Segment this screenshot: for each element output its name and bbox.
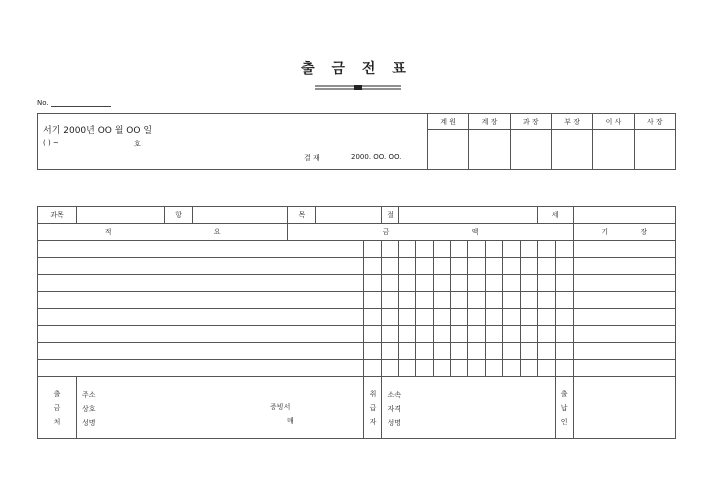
amount-digit-cell[interactable] xyxy=(382,360,399,377)
record-cell[interactable] xyxy=(573,275,675,292)
approval-date: 2000. OO. OO. xyxy=(351,153,402,161)
number-field[interactable] xyxy=(51,106,111,107)
amount-digit-cell[interactable] xyxy=(485,258,502,275)
amount-digit-cell[interactable] xyxy=(416,258,433,275)
entry-label: 목 xyxy=(288,207,316,224)
signer-2: 계 장 xyxy=(469,114,510,130)
seal-label-1: 출 xyxy=(560,389,568,398)
record-header-a: 기 xyxy=(601,228,609,236)
amount-header-a: 금 xyxy=(382,228,390,236)
description-cell[interactable] xyxy=(38,241,364,258)
amount-digit-cell[interactable] xyxy=(450,326,467,343)
amount-digit-cell[interactable] xyxy=(382,258,399,275)
description-header-b: 요 xyxy=(213,228,221,236)
handler-dept-label: 소속 xyxy=(387,391,401,399)
signer-6: 사 장 xyxy=(634,114,675,130)
record-cell[interactable] xyxy=(573,258,675,275)
handler-title-label: 자격 xyxy=(387,405,401,413)
seal-label xyxy=(555,377,573,439)
amount-digit-cell[interactable] xyxy=(450,241,467,258)
amount-digit-cell[interactable] xyxy=(450,309,467,326)
amount-header xyxy=(288,224,573,241)
table-row xyxy=(38,360,676,377)
section-label: 절 xyxy=(382,207,399,224)
sign-box-3[interactable] xyxy=(510,130,551,170)
detail-field[interactable] xyxy=(573,207,675,224)
amount-digit-cell[interactable] xyxy=(537,343,555,360)
amount-digit-cell[interactable] xyxy=(537,241,555,258)
table-row xyxy=(38,275,676,292)
amount-digit-cell[interactable] xyxy=(555,275,573,292)
amount-digit-cell[interactable] xyxy=(485,241,502,258)
amount-digit-cell[interactable] xyxy=(364,258,382,275)
amount-digit-cell[interactable] xyxy=(520,275,537,292)
amount-digit-cell[interactable] xyxy=(467,258,485,275)
main-table xyxy=(37,206,676,439)
section-field[interactable] xyxy=(399,207,537,224)
item-rows xyxy=(38,241,676,377)
description-cell[interactable] xyxy=(38,343,364,360)
description-cell[interactable] xyxy=(38,292,364,309)
amount-digit-cell[interactable] xyxy=(467,275,485,292)
amount-digit-cell[interactable] xyxy=(502,360,520,377)
amount-digit-cell[interactable] xyxy=(450,292,467,309)
amount-digit-cell[interactable] xyxy=(555,241,573,258)
amount-digit-cell[interactable] xyxy=(520,309,537,326)
date-line: 서기 2000년 OO 월 OO 일 xyxy=(43,126,153,136)
amount-digit-cell[interactable] xyxy=(520,326,537,343)
amount-digit-cell[interactable] xyxy=(555,309,573,326)
header-table xyxy=(37,113,676,170)
amount-digit-cell[interactable] xyxy=(450,258,467,275)
amount-digit-cell[interactable] xyxy=(520,258,537,275)
signer-1: 계 원 xyxy=(428,114,469,130)
record-cell[interactable] xyxy=(573,360,675,377)
record-header-b: 장 xyxy=(640,228,648,236)
description-cell[interactable] xyxy=(38,360,364,377)
table-row xyxy=(38,258,676,275)
item-label: 항 xyxy=(165,207,193,224)
amount-digit-cell[interactable] xyxy=(433,241,450,258)
amount-digit-cell[interactable] xyxy=(364,275,382,292)
amount-digit-cell[interactable] xyxy=(520,360,537,377)
amount-digit-cell[interactable] xyxy=(537,309,555,326)
amount-header-b: 액 xyxy=(471,228,479,236)
subject-field[interactable] xyxy=(77,207,165,224)
amount-digit-cell[interactable] xyxy=(467,360,485,377)
amount-digit-cell[interactable] xyxy=(433,360,450,377)
amount-digit-cell[interactable] xyxy=(537,275,555,292)
amount-digit-cell[interactable] xyxy=(485,360,502,377)
amount-digit-cell[interactable] xyxy=(399,343,416,360)
amount-digit-cell[interactable] xyxy=(399,292,416,309)
sign-box-2[interactable] xyxy=(469,130,510,170)
amount-digit-cell[interactable] xyxy=(364,326,382,343)
payee-company-label: 상호 xyxy=(82,405,96,413)
amount-digit-cell[interactable] xyxy=(485,326,502,343)
amount-digit-cell[interactable] xyxy=(502,241,520,258)
record-cell[interactable] xyxy=(573,241,675,258)
amount-digit-cell[interactable] xyxy=(537,360,555,377)
amount-digit-cell[interactable] xyxy=(433,258,450,275)
amount-digit-cell[interactable] xyxy=(537,258,555,275)
amount-digit-cell[interactable] xyxy=(382,292,399,309)
sign-box-6[interactable] xyxy=(634,130,675,170)
amount-digit-cell[interactable] xyxy=(467,309,485,326)
amount-digit-cell[interactable] xyxy=(450,360,467,377)
amount-digit-cell[interactable] xyxy=(364,360,382,377)
payee-address-label: 주소 xyxy=(82,391,96,399)
amount-digit-cell[interactable] xyxy=(520,241,537,258)
date-cell xyxy=(38,114,428,170)
amount-digit-cell[interactable] xyxy=(382,343,399,360)
handler-label-3: 자 xyxy=(369,417,377,426)
serial-ho: 호 xyxy=(134,140,141,148)
signer-4: 부 장 xyxy=(551,114,592,130)
table-row xyxy=(38,326,676,343)
sign-box-1[interactable] xyxy=(428,130,469,170)
description-cell[interactable] xyxy=(38,309,364,326)
amount-digit-cell[interactable] xyxy=(364,343,382,360)
payee-name-label: 성명 xyxy=(82,419,96,427)
record-cell[interactable] xyxy=(573,326,675,343)
proof-unit: 매 xyxy=(287,417,294,425)
amount-digit-cell[interactable] xyxy=(382,309,399,326)
amount-digit-cell[interactable] xyxy=(399,309,416,326)
amount-digit-cell[interactable] xyxy=(502,309,520,326)
payee-label-2: 금 xyxy=(53,403,61,412)
signer-5: 이 사 xyxy=(593,114,634,130)
approval-label: 결 재 xyxy=(304,154,320,162)
payee-info[interactable] xyxy=(77,377,364,439)
description-header-a: 적 xyxy=(104,228,112,236)
amount-digit-cell[interactable] xyxy=(450,275,467,292)
payee-label-3: 처 xyxy=(53,417,61,426)
amount-digit-cell[interactable] xyxy=(382,241,399,258)
detail-label: 세 xyxy=(537,207,573,224)
amount-digit-cell[interactable] xyxy=(433,309,450,326)
seal-label-3: 인 xyxy=(560,417,568,426)
amount-digit-cell[interactable] xyxy=(555,326,573,343)
amount-digit-cell[interactable] xyxy=(467,343,485,360)
amount-digit-cell[interactable] xyxy=(433,326,450,343)
description-cell[interactable] xyxy=(38,258,364,275)
record-cell[interactable] xyxy=(573,309,675,326)
amount-digit-cell[interactable] xyxy=(485,292,502,309)
table-row xyxy=(38,241,676,258)
proof-label: 증빙서 xyxy=(270,403,291,411)
payee-label xyxy=(38,377,77,439)
signer-3: 과 장 xyxy=(510,114,551,130)
amount-digit-cell[interactable] xyxy=(555,258,573,275)
description-cell[interactable] xyxy=(38,326,364,343)
payee-label-1: 출 xyxy=(53,389,61,398)
amount-digit-cell[interactable] xyxy=(520,343,537,360)
subject-label: 과목 xyxy=(38,207,77,224)
amount-digit-cell[interactable] xyxy=(555,343,573,360)
record-header xyxy=(573,224,675,241)
handler-info[interactable] xyxy=(382,377,555,439)
description-header xyxy=(38,224,288,241)
amount-digit-cell[interactable] xyxy=(399,326,416,343)
amount-digit-cell[interactable] xyxy=(399,360,416,377)
amount-digit-cell[interactable] xyxy=(364,309,382,326)
amount-digit-cell[interactable] xyxy=(416,326,433,343)
handler-label-1: 취 xyxy=(369,389,377,398)
amount-digit-cell[interactable] xyxy=(416,360,433,377)
amount-digit-cell[interactable] xyxy=(364,292,382,309)
amount-digit-cell[interactable] xyxy=(433,275,450,292)
number-label: No. xyxy=(37,99,49,107)
handler-name-label: 성명 xyxy=(387,419,401,427)
seal-label-2: 납 xyxy=(560,403,568,412)
amount-digit-cell[interactable] xyxy=(485,343,502,360)
amount-digit-cell[interactable] xyxy=(399,258,416,275)
amount-digit-cell[interactable] xyxy=(467,326,485,343)
seal-box[interactable] xyxy=(573,377,675,439)
amount-digit-cell[interactable] xyxy=(555,292,573,309)
amount-digit-cell[interactable] xyxy=(416,241,433,258)
amount-digit-cell[interactable] xyxy=(433,292,450,309)
amount-digit-cell[interactable] xyxy=(502,258,520,275)
amount-digit-cell[interactable] xyxy=(416,309,433,326)
item-field[interactable] xyxy=(193,207,288,224)
amount-digit-cell[interactable] xyxy=(399,241,416,258)
amount-digit-cell[interactable] xyxy=(416,275,433,292)
form-title: 출 금 전 표 xyxy=(301,61,412,77)
amount-digit-cell[interactable] xyxy=(450,343,467,360)
amount-digit-cell[interactable] xyxy=(399,275,416,292)
amount-digit-cell[interactable] xyxy=(537,326,555,343)
amount-digit-cell[interactable] xyxy=(502,343,520,360)
table-row xyxy=(38,309,676,326)
amount-digit-cell[interactable] xyxy=(502,326,520,343)
amount-digit-cell[interactable] xyxy=(433,343,450,360)
amount-digit-cell[interactable] xyxy=(485,309,502,326)
table-row xyxy=(38,292,676,309)
handler-label xyxy=(364,377,382,439)
description-cell[interactable] xyxy=(38,275,364,292)
amount-digit-cell[interactable] xyxy=(555,360,573,377)
amount-digit-cell[interactable] xyxy=(502,275,520,292)
amount-digit-cell[interactable] xyxy=(382,326,399,343)
handler-label-2: 급 xyxy=(369,403,377,412)
amount-digit-cell[interactable] xyxy=(416,343,433,360)
record-cell[interactable] xyxy=(573,292,675,309)
amount-digit-cell[interactable] xyxy=(467,241,485,258)
amount-digit-cell[interactable] xyxy=(502,292,520,309)
amount-digit-cell[interactable] xyxy=(382,275,399,292)
record-cell[interactable] xyxy=(573,343,675,360)
entry-field[interactable] xyxy=(316,207,382,224)
amount-digit-cell[interactable] xyxy=(485,275,502,292)
title-ornament xyxy=(313,84,403,92)
amount-digit-cell[interactable] xyxy=(364,241,382,258)
serial-range: ( ) ~ xyxy=(43,139,59,147)
amount-digit-cell[interactable] xyxy=(520,292,537,309)
amount-digit-cell[interactable] xyxy=(416,292,433,309)
amount-digit-cell[interactable] xyxy=(467,292,485,309)
sign-box-5[interactable] xyxy=(593,130,634,170)
table-row xyxy=(38,343,676,360)
sign-box-4[interactable] xyxy=(551,130,592,170)
amount-digit-cell[interactable] xyxy=(537,292,555,309)
